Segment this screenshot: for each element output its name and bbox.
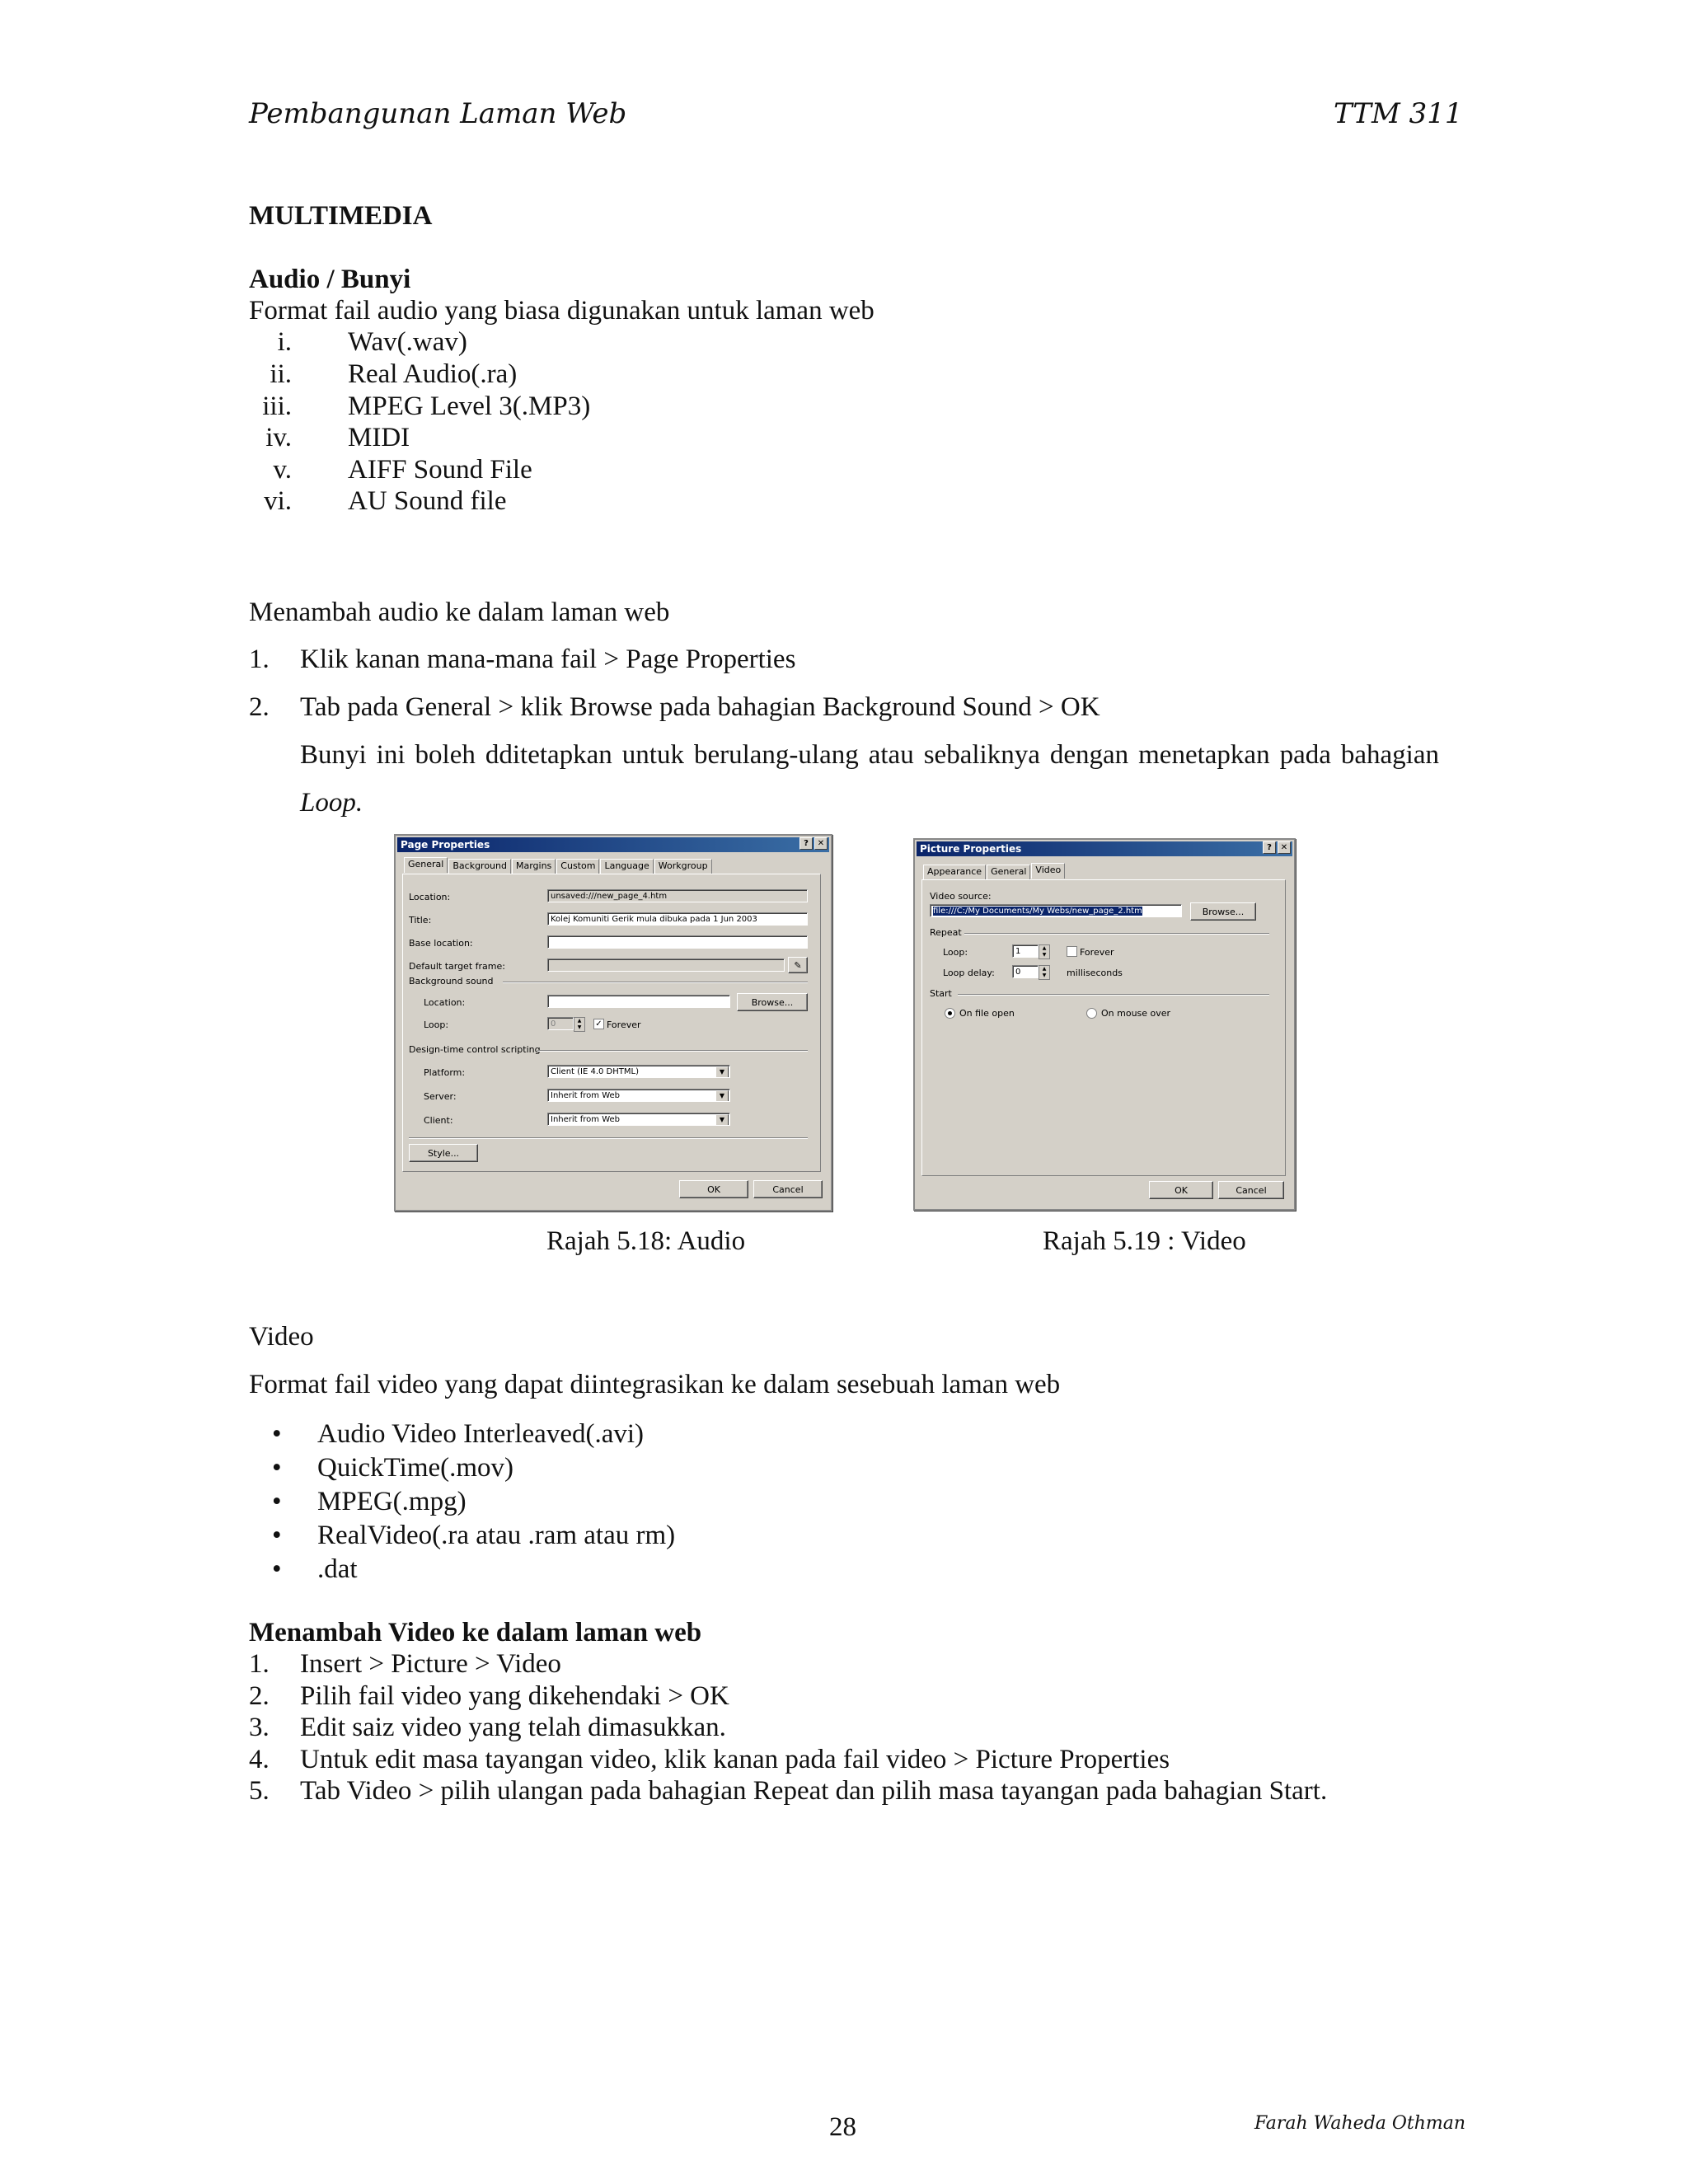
platform-value: Client (IE 4.0 DHTML): [551, 1067, 639, 1076]
dialog-title: Page Properties: [397, 837, 829, 852]
picture-properties-dialog: [913, 838, 1296, 1211]
client-value: Inherit from Web: [551, 1115, 621, 1124]
tab-general[interactable]: General: [987, 865, 1030, 879]
milliseconds-label: milliseconds: [1067, 968, 1123, 978]
ok-button[interactable]: OK: [1149, 1181, 1213, 1199]
running-header-left: Pembangunan Laman Web: [249, 97, 627, 130]
audio-heading: Audio / Bunyi: [249, 265, 411, 294]
list-item: QuickTime(.mov): [317, 1453, 514, 1483]
bullet-icon: •: [272, 1453, 282, 1483]
bullet-icon: •: [272, 1554, 282, 1584]
list-number: 1.: [249, 1649, 270, 1679]
list-number: 4.: [249, 1745, 270, 1774]
list-item: Edit saiz video yang telah dimasukkan.: [300, 1713, 726, 1742]
loop-note: Bunyi ini boleh dditetapkan untuk berulang-ulang atau sebaliknya dengan menetapkan pada bahagian: [300, 740, 1439, 770]
client-label: Client:: [424, 1115, 453, 1126]
list-item: Real Audio(.ra): [348, 359, 518, 389]
list-number: v.: [273, 455, 292, 485]
location-field: unsaved:///new_page_4.htm: [547, 889, 808, 902]
group-separator: [537, 1050, 808, 1052]
ok-button[interactable]: OK: [679, 1180, 748, 1198]
loop-note-italic: Loop.: [300, 788, 363, 818]
list-number: ii.: [270, 359, 292, 389]
chevron-down-icon: ▼: [715, 1066, 729, 1078]
group-separator: [409, 1137, 808, 1139]
background-sound-label: Background sound: [409, 976, 494, 987]
platform-label: Platform:: [424, 1067, 466, 1078]
cancel-button[interactable]: Cancel: [1218, 1181, 1284, 1199]
chevron-down-icon: ▼: [715, 1090, 729, 1102]
close-icon[interactable]: ✕: [814, 837, 828, 850]
list-number: 2.: [249, 1681, 270, 1711]
loop-delay-spinner[interactable]: ▲ ▼: [1039, 965, 1050, 980]
list-item: Tab Video > pilih ulangan pada bahagian Repeat dan pilih masa tayangan pada bahagian Start.: [300, 1776, 1328, 1806]
group-separator: [958, 994, 1269, 996]
browse-button[interactable]: Browse...: [737, 993, 808, 1011]
loop-spinner: ▲ ▼: [574, 1017, 585, 1032]
bullet-icon: •: [272, 1487, 282, 1516]
list-number: 2.: [249, 692, 270, 722]
list-number: iv.: [265, 423, 292, 452]
platform-select[interactable]: [547, 1065, 730, 1078]
tab-margins[interactable]: Margins: [512, 859, 556, 874]
base-location-label: Base location:: [409, 938, 473, 949]
forever-label: Forever: [607, 1019, 641, 1030]
sound-location-label: Location:: [424, 997, 466, 1008]
on-mouse-over-label: On mouse over: [1101, 1008, 1171, 1019]
tab-strip: [923, 865, 1066, 879]
tab-panel: [921, 879, 1286, 1176]
cancel-button[interactable]: Cancel: [753, 1180, 823, 1198]
audio-intro: Format fail audio yang biasa digunakan untuk laman web: [249, 296, 874, 326]
tab-custom[interactable]: Custom: [556, 859, 599, 874]
chevron-down-icon: ▼: [715, 1114, 729, 1126]
loop-field: 0: [547, 1017, 574, 1030]
list-number: 3.: [249, 1713, 270, 1742]
help-icon[interactable]: ?: [799, 837, 813, 850]
video-source-value: file:///C:/My Documents/My Webs/new_page_2.htm: [933, 907, 1142, 916]
tab-appearance[interactable]: Appearance: [923, 865, 986, 879]
forever-checkbox[interactable]: ✓: [593, 1019, 604, 1029]
list-number: 5.: [249, 1776, 270, 1806]
base-location-field[interactable]: [547, 935, 808, 949]
list-item: AIFF Sound File: [348, 455, 532, 485]
list-item: RealVideo(.ra atau .ram atau rm): [317, 1521, 676, 1550]
tab-workgroup[interactable]: Workgroup: [654, 859, 712, 874]
on-file-open-label: On file open: [959, 1008, 1015, 1019]
video-intro: Format fail video yang dapat diintegrasikan ke dalam sesebuah laman web: [249, 1370, 1061, 1399]
list-number: 1.: [249, 644, 270, 674]
video-source-label: Video source:: [930, 891, 992, 902]
list-number: iii.: [262, 391, 292, 421]
repeat-label: Repeat: [930, 927, 962, 938]
page-properties-dialog: [394, 834, 832, 1212]
location-label: Location:: [409, 892, 451, 902]
forever-checkbox[interactable]: [1067, 946, 1077, 957]
list-number: i.: [277, 327, 292, 357]
tab-background[interactable]: Background: [448, 859, 511, 874]
server-label: Server:: [424, 1091, 457, 1102]
list-item: MPEG(.mpg): [317, 1487, 467, 1516]
loop-delay-label: Loop delay:: [943, 968, 995, 978]
list-item: Tab pada General > klik Browse pada bahagian Background Sound > OK: [300, 692, 1100, 722]
loop-delay-field[interactable]: 0: [1012, 965, 1039, 978]
scripting-label: Design-time control scripting: [409, 1044, 541, 1055]
server-value: Inherit from Web: [551, 1091, 621, 1100]
list-item: Untuk edit masa tayangan video, klik kanan pada fail video > Picture Properties: [300, 1745, 1170, 1774]
list-item: Pilih fail video yang dikehendaki > OK: [300, 1681, 729, 1711]
list-item: Klik kanan mana-mana fail > Page Properties: [300, 644, 796, 674]
sound-location-field[interactable]: [547, 995, 730, 1008]
bullet-icon: •: [272, 1521, 282, 1550]
loop-label: Loop:: [424, 1019, 449, 1030]
style-button[interactable]: Style...: [409, 1144, 478, 1162]
list-item: Audio Video Interleaved(.avi): [317, 1419, 645, 1449]
forever-label: Forever: [1080, 947, 1114, 958]
list-item: MPEG Level 3(.MP3): [348, 391, 591, 421]
bullet-icon: •: [272, 1419, 282, 1449]
loop-spinner[interactable]: ▲ ▼: [1039, 944, 1050, 959]
group-separator: [964, 933, 1269, 935]
list-item: AU Sound file: [348, 486, 507, 516]
list-item: MIDI: [348, 423, 410, 452]
tab-language[interactable]: Language: [600, 859, 653, 874]
dialog-title: Picture Properties: [917, 841, 1292, 856]
list-item: Insert > Picture > Video: [300, 1649, 561, 1679]
client-select[interactable]: [547, 1113, 730, 1126]
browse-button[interactable]: Browse...: [1190, 902, 1256, 921]
pencil-icon[interactable]: ✎: [788, 957, 808, 973]
help-icon[interactable]: ?: [1263, 841, 1276, 854]
title-label: Title:: [409, 915, 432, 926]
default-target-field: [547, 958, 785, 972]
tab-video[interactable]: Video: [1031, 863, 1065, 879]
video-heading: Video: [249, 1322, 314, 1352]
group-separator: [503, 982, 808, 983]
tab-strip: [404, 859, 713, 874]
figure-caption-video: Rajah 5.19 : Video: [1043, 1226, 1246, 1256]
list-item: .dat: [317, 1554, 358, 1584]
list-number: vi.: [264, 486, 292, 516]
title-field[interactable]: Kolej Komuniti Gerik mula dibuka pada 1 Jun 2003: [547, 912, 808, 926]
tab-general[interactable]: General: [404, 857, 448, 873]
list-item: Wav(.wav): [348, 327, 467, 357]
loop-field[interactable]: 1: [1012, 944, 1039, 958]
server-select[interactable]: [547, 1089, 730, 1102]
add-audio-heading: Menambah audio ke dalam laman web: [249, 598, 670, 627]
author-name: Farah Waheda Othman: [1254, 2113, 1466, 2134]
running-header-right: TTM 311: [1334, 97, 1463, 130]
on-mouse-over-radio[interactable]: [1086, 1008, 1097, 1019]
on-file-open-radio[interactable]: [945, 1008, 955, 1019]
section-title: MULTIMEDIA: [249, 201, 433, 231]
page-number: 28: [829, 2112, 856, 2142]
start-label: Start: [930, 988, 952, 999]
add-video-heading: Menambah Video ke dalam laman web: [249, 1618, 702, 1647]
video-source-field[interactable]: [930, 904, 1182, 917]
close-icon[interactable]: ✕: [1278, 841, 1291, 854]
figure-caption-audio: Rajah 5.18: Audio: [546, 1226, 746, 1256]
default-target-label: Default target frame:: [409, 961, 505, 972]
loop-label: Loop:: [943, 947, 968, 958]
